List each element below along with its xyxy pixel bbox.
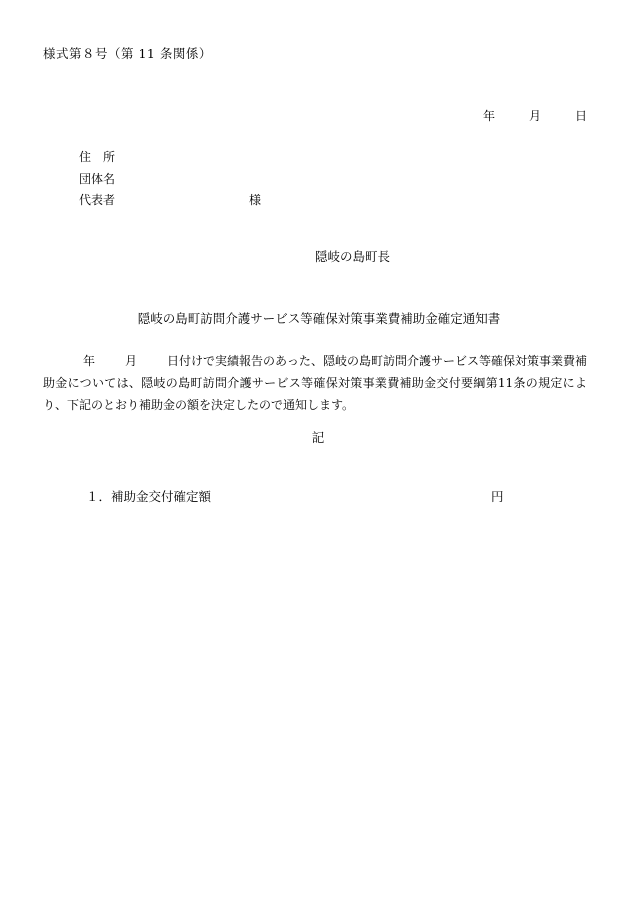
form-number: 様式第８号（第 11 条関係） <box>43 46 212 61</box>
recipient-value-representative: 様 <box>249 193 262 207</box>
recipient-label-organization: 団体名 <box>79 171 116 186</box>
body-main-text: 日付けで実績報告のあった、隠岐の島町訪問介護サービス等確保対策事業費補助金については、隠岐の島町訪問介護サービス等確保対策事業費補助金交付要綱第11条の規定により、下記のとおり補助金の額を決定したので通知します。 <box>43 354 587 412</box>
recipient-block <box>79 147 261 212</box>
document-title: 隠岐の島町訪問介護サービス等確保対策事業費補助金確定通知書 <box>137 311 501 326</box>
date-month: 月 <box>528 109 541 123</box>
date-year: 年 <box>482 109 495 123</box>
item-number-1: １． <box>86 489 112 504</box>
recipient-row-representative <box>79 190 261 212</box>
item-label-1: 補助金交付確定額 <box>111 489 212 504</box>
issuer-name: 隠岐の島町長 <box>314 249 390 264</box>
body-paragraph <box>43 350 587 416</box>
recipient-row-address <box>79 147 261 169</box>
ki-heading: 記 <box>311 430 325 445</box>
date-line <box>0 107 630 124</box>
date-day: 日 <box>574 109 587 123</box>
body-month: 月 <box>125 354 138 368</box>
recipient-label-representative: 代表者 <box>79 193 116 207</box>
body-year: 年 <box>83 354 96 368</box>
recipient-row-organization <box>79 169 261 191</box>
item-unit-1: 円 <box>491 489 504 504</box>
item-row-1 <box>86 487 504 505</box>
recipient-label-address: 住 所 <box>79 150 116 164</box>
